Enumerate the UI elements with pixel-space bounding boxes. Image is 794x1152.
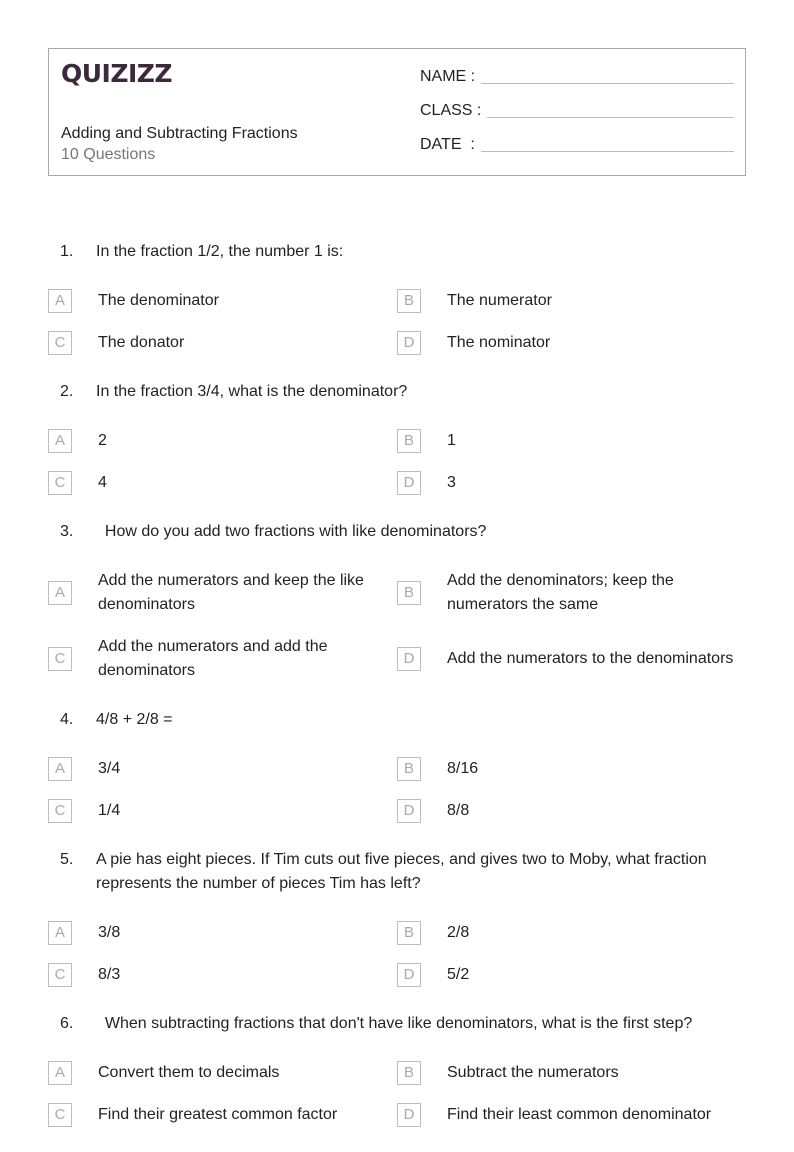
answer-option-a[interactable] <box>48 1061 397 1085</box>
option-letter-box[interactable]: B <box>397 757 421 781</box>
question-text: When subtracting fractions that don't have like denominators, what is the first step? <box>96 1015 693 1032</box>
option-text: 2/8 <box>447 924 470 941</box>
option-text: 4 <box>98 474 107 491</box>
answer-option-b[interactable] <box>397 1061 746 1085</box>
answer-option-d[interactable] <box>397 1103 746 1127</box>
option-letter-box[interactable]: A <box>48 581 72 605</box>
answer-option-d[interactable] <box>397 963 746 987</box>
question-text: A pie has eight pieces. If Tim cuts out five pieces, and gives two to Moby, what fraction represents the number of pieces Tim has left? <box>96 851 712 892</box>
option-letter-box[interactable]: D <box>397 471 421 495</box>
question-text: 4/8 + 2/8 = <box>96 711 173 728</box>
question-text: In the fraction 3/4, what is the denominator? <box>96 383 408 400</box>
answer-options <box>48 569 794 683</box>
answer-options <box>48 757 794 823</box>
option-letter-box[interactable]: A <box>48 289 72 313</box>
option-text: The nominator <box>447 334 551 351</box>
question <box>0 848 794 896</box>
answer-option-b[interactable] <box>397 289 746 313</box>
option-letter-box[interactable]: B <box>397 1061 421 1085</box>
name-line <box>481 83 734 84</box>
option-text: Add the numerators and keep the like denominators <box>98 572 364 613</box>
date-field[interactable] <box>420 136 734 154</box>
option-letter-box[interactable]: D <box>397 647 421 671</box>
option-text: Add the numerators to the denominators <box>447 650 734 667</box>
option-text: The denominator <box>98 292 219 309</box>
option-text: 8/16 <box>447 760 479 777</box>
option-text: 3 <box>447 474 456 491</box>
name-field[interactable] <box>420 68 734 86</box>
option-text: 3/4 <box>98 760 121 777</box>
option-letter-box[interactable]: A <box>48 921 72 945</box>
option-letter-box[interactable]: C <box>48 963 72 987</box>
question-list <box>0 240 794 1152</box>
name-label: NAME : <box>420 68 476 85</box>
answer-option-c[interactable] <box>48 331 397 355</box>
class-label: CLASS : <box>420 102 482 119</box>
option-text: 3/8 <box>98 924 121 941</box>
option-text: Find their least common denominator <box>447 1106 712 1123</box>
option-letter-box[interactable]: A <box>48 757 72 781</box>
option-letter-box[interactable]: B <box>397 581 421 605</box>
date-line <box>481 151 734 152</box>
option-text: 8/8 <box>447 802 470 819</box>
option-text: Add the numerators and add the denominators <box>98 638 328 679</box>
option-letter-box[interactable]: C <box>48 799 72 823</box>
option-letter-box[interactable]: B <box>397 289 421 313</box>
option-text: Find their greatest common factor <box>98 1106 338 1123</box>
option-text: Convert them to decimals <box>98 1064 280 1081</box>
date-label: DATE : <box>420 136 475 153</box>
answer-option-d[interactable] <box>397 471 746 495</box>
class-line <box>487 117 734 118</box>
answer-option-b[interactable] <box>397 429 746 453</box>
option-letter-box[interactable]: C <box>48 331 72 355</box>
answer-options <box>48 921 794 987</box>
answer-option-d[interactable] <box>397 331 746 355</box>
option-text: Subtract the numerators <box>447 1064 619 1081</box>
question <box>0 520 794 544</box>
answer-option-c[interactable] <box>48 799 397 823</box>
option-text: 1 <box>447 432 456 449</box>
question-count: 10 Questions <box>61 146 156 163</box>
option-letter-box[interactable]: C <box>48 647 72 671</box>
question <box>0 708 794 732</box>
option-text: 8/3 <box>98 966 121 983</box>
question <box>0 1012 794 1036</box>
question-number: 2. <box>60 383 74 400</box>
answer-option-b[interactable] <box>397 757 746 781</box>
answer-options <box>48 1061 794 1127</box>
answer-option-a[interactable] <box>48 569 397 617</box>
option-text: 2 <box>98 432 107 449</box>
option-text: The numerator <box>447 292 552 309</box>
option-text: 1/4 <box>98 802 121 819</box>
answer-options <box>48 289 794 355</box>
question <box>0 380 794 404</box>
option-letter-box[interactable]: D <box>397 963 421 987</box>
worksheet-header <box>48 48 746 176</box>
option-letter-box[interactable]: C <box>48 471 72 495</box>
answer-option-d[interactable] <box>397 799 746 823</box>
question-text: In the fraction 1/2, the number 1 is: <box>96 243 344 260</box>
option-letter-box[interactable]: C <box>48 1103 72 1127</box>
question-number: 6. <box>60 1015 74 1032</box>
answer-option-b[interactable] <box>397 569 746 617</box>
answer-option-c[interactable] <box>48 963 397 987</box>
answer-option-a[interactable] <box>48 757 397 781</box>
option-letter-box[interactable]: B <box>397 429 421 453</box>
quizizz-logo: QUIZIZZ <box>61 59 173 88</box>
option-letter-box[interactable]: D <box>397 331 421 355</box>
option-letter-box[interactable]: B <box>397 921 421 945</box>
question-text: How do you add two fractions with like denominators? <box>96 523 487 540</box>
option-letter-box[interactable]: D <box>397 799 421 823</box>
answer-option-c[interactable] <box>48 471 397 495</box>
option-letter-box[interactable]: D <box>397 1103 421 1127</box>
option-letter-box[interactable]: A <box>48 1061 72 1085</box>
answer-option-b[interactable] <box>397 921 746 945</box>
answer-option-a[interactable] <box>48 921 397 945</box>
option-text: 5/2 <box>447 966 470 983</box>
question-number: 4. <box>60 711 74 728</box>
question-number: 1. <box>60 243 74 260</box>
option-letter-box[interactable]: A <box>48 429 72 453</box>
question-number: 3. <box>60 523 74 540</box>
question <box>0 240 794 264</box>
option-text: Add the denominators; keep the numerators the same <box>447 572 674 613</box>
answer-option-d[interactable] <box>397 635 746 683</box>
class-field[interactable] <box>420 102 734 120</box>
question-number: 5. <box>60 851 74 868</box>
option-text: The donator <box>98 334 185 351</box>
worksheet-title: Adding and Subtracting Fractions <box>61 125 298 142</box>
answer-option-a[interactable] <box>48 289 397 313</box>
answer-option-c[interactable] <box>48 635 397 683</box>
answer-option-a[interactable] <box>48 429 397 453</box>
answer-option-c[interactable] <box>48 1103 397 1127</box>
answer-options <box>48 429 794 495</box>
